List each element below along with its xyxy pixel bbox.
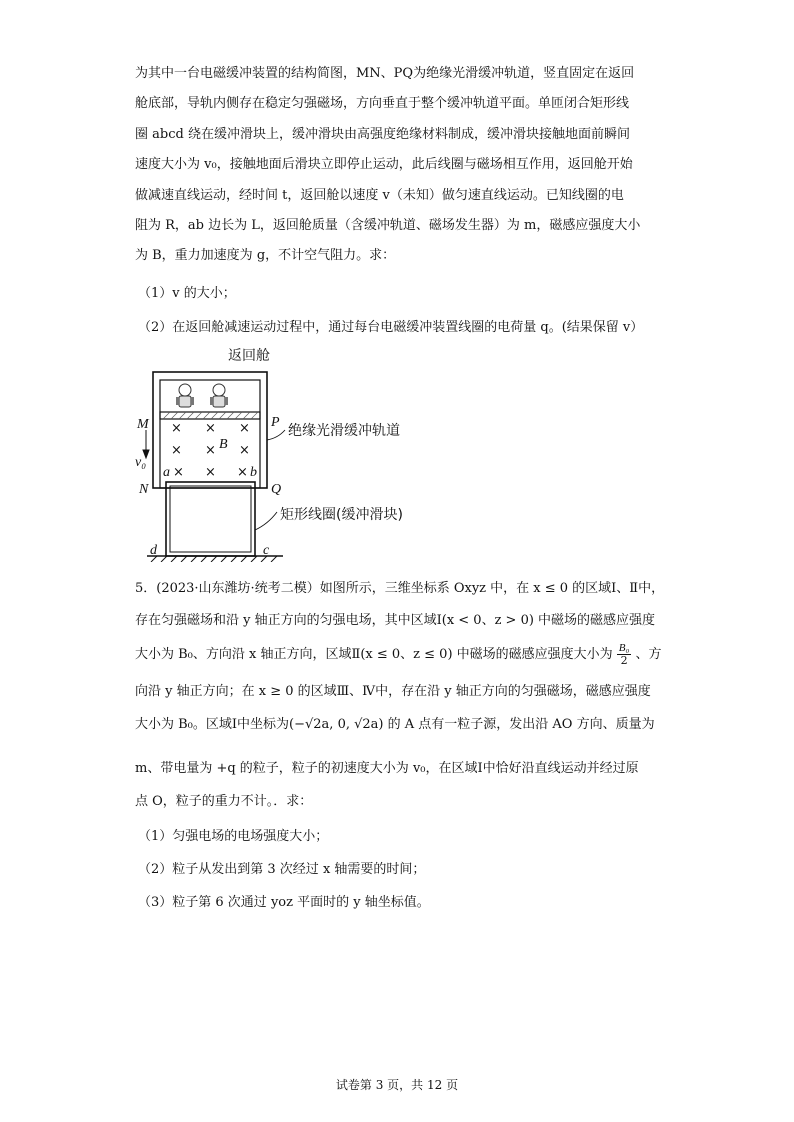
point-Q: Q [271, 482, 282, 497]
question-4-2: （2）在返回舱减速运动过程中，通过每台电磁缓冲装置线圈的电荷量 q。(结果保留 v） [138, 320, 644, 335]
cross-mark: × [173, 465, 184, 480]
magnetic-field-crosses [171, 421, 250, 480]
text-line: 舱底部，导轨内侧存在稳定匀强磁场，方向垂直于整个缓冲轨道平面。单匝闭合矩形线 [135, 96, 630, 112]
cross-mark: × [171, 443, 182, 458]
text-line: 为其中一台电磁缓冲装置的结构简图，MN、PQ为绝缘光滑缓冲轨道，竖直固定在返回 [135, 66, 635, 81]
astronaut-icon [176, 384, 194, 407]
buffer-device-figure [133, 340, 433, 562]
text-fragment: 大小为 B₀、方向沿 x 轴正方向，区域Ⅱ(x ≤ 0、z ≤ 0) 中磁场的磁感应强度大小为 [135, 647, 613, 662]
text-line: 阻为 R，ab 边长为 L，返回舱质量（含缓冲轨道、磁场发生器）为 m，磁感应强度大小 [135, 218, 641, 234]
capsule-label: 返回舱 [228, 348, 270, 364]
problem-5-line: 大小为 B₀。区域Ⅰ中坐标为(−√2a, 0, √2a) 的 A 点有一粒子源，发出沿 AO 方向、质量为 [135, 717, 655, 732]
point-c: c [263, 543, 270, 558]
point-a: a [163, 465, 170, 480]
rail-label: 绝缘光滑缓冲轨道 [288, 423, 400, 439]
fraction-B0-over-2 [617, 642, 632, 667]
field-B-label: B [219, 437, 228, 452]
problem-5-line [135, 642, 662, 667]
cross-mark: × [205, 465, 216, 480]
question-5-2: （2）粒子从发出到第 3 次经过 x 轴需要的时间； [138, 862, 426, 877]
question-5-1: （1）匀强电场的电场强度大小； [138, 829, 329, 844]
coil-label: 矩形线圈(缓冲滑块) [280, 507, 403, 523]
velocity-arrow [143, 430, 149, 458]
point-d: d [150, 543, 157, 558]
cross-mark: × [239, 421, 250, 436]
question-5-3: （3）粒子第 6 次通过 yoz 平面时的 y 轴坐标值。 [138, 895, 430, 910]
point-P: P [271, 415, 280, 430]
text-line: 为 B，重力加速度为 g，不计空气阻力。求： [135, 248, 396, 264]
problem-5-line: 点 O，粒子的重力不计。．求： [135, 794, 313, 809]
problem-4-text [135, 59, 670, 272]
astronaut-icon [210, 384, 228, 407]
text-line: 圈 abcd 绕在缓冲滑块上，缓冲滑块由高强度绝缘材料制成，缓冲滑块接触地面前瞬间 [135, 126, 630, 142]
cross-mark: × [171, 421, 182, 436]
cross-mark: × [237, 465, 248, 480]
cross-mark: × [239, 443, 250, 458]
page-footer: 试卷第 3 页，共 12 页 [335, 1078, 459, 1092]
text-fragment: 、方 [635, 647, 662, 662]
problem-5-line: 存在匀强磁场和沿 y 轴正方向的匀强电场，其中区域Ⅰ(x < 0、z > 0) 中磁场的磁感应强度 [135, 613, 656, 628]
velocity-label: v₀ [135, 455, 147, 470]
point-N: N [139, 482, 149, 497]
point-M: M [137, 417, 149, 432]
fraction-numerator: B₀ [618, 642, 630, 654]
coil-slider [166, 482, 255, 556]
problem-5-line: 5．(2023·山东潍坊·统考二模）如图所示，三维坐标系 Oxyz 中，在 x ≤ 0 的区域Ⅰ、Ⅱ中， [135, 581, 665, 596]
coil-inner [170, 486, 251, 552]
floor-hatch [163, 412, 258, 419]
capsule-floor [160, 412, 260, 419]
cross-mark: × [205, 421, 216, 436]
ground-hatch [151, 556, 277, 562]
problem-5-line: m、带电量为 +q 的粒子，粒子的初速度大小为 v₀，在区域Ⅰ中恰好沿直线运动并经过原 [135, 761, 639, 776]
question-4-1: （1）v 的大小； [138, 286, 236, 301]
point-b: b [250, 465, 257, 480]
text-line: 速度大小为 v₀，接触地面后滑块立即停止运动，此后线圈与磁场相互作用，返回舱开始 [135, 157, 633, 173]
fraction-denominator: 2 [620, 654, 628, 667]
problem-5-line: 向沿 y 轴正方向；在 x ≥ 0 的区域Ⅲ、Ⅳ中，存在沿 y 轴正方向的匀强磁场，磁感应强度 [135, 684, 651, 699]
cross-mark: × [205, 443, 216, 458]
text-line: 做减速直线运动，经时间 t，返回舱以速度 v（未知）做匀速直线运动。已知线圈的电 [135, 187, 624, 203]
